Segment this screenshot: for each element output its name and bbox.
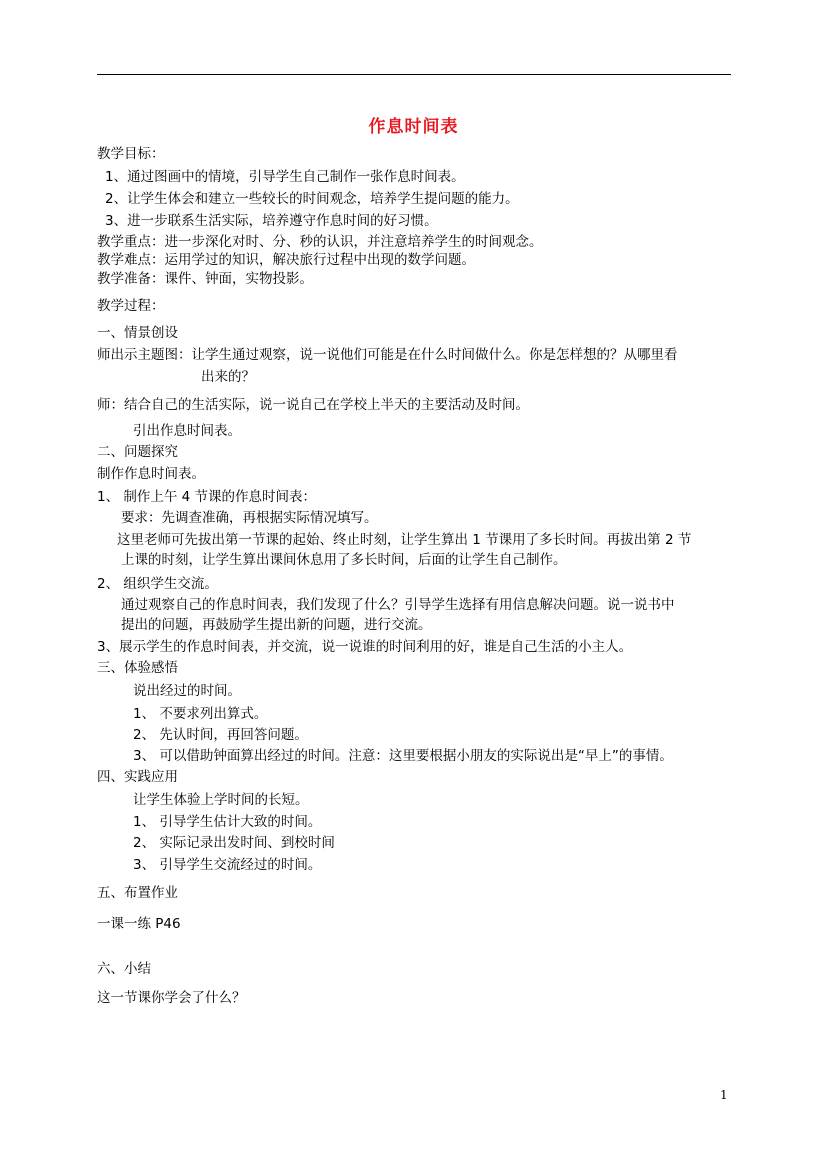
list-item: 2、 先认时间，再回答问题。 bbox=[133, 727, 308, 743]
text-line: 3、进一步联系生活实际，培养遵守作息时间的好习惯。 bbox=[105, 213, 438, 229]
text-line: 3、展示学生的作息时间表，并交流，说一说谁的时间利用的好，谁是自己生活的小主人。 bbox=[97, 639, 633, 655]
text-line: 上课的时刻，让学生算出课间休息用了多长时间，后面的让学生自己制作。 bbox=[121, 552, 567, 568]
text-line: 这一节课你学会了什么？ bbox=[97, 990, 246, 1006]
section-heading: 二、问题探究 bbox=[97, 444, 178, 460]
list-item: 1、 引导学生估计大致的时间。 bbox=[133, 814, 322, 830]
text-line: 这里老师可先拔出第一节课的起始、终止时刻，让学生算出 1 节课用了多长时间。再拔出第 2 节 bbox=[117, 532, 692, 548]
text-line: 教学重点：进一步深化对时、分、秒的认识，并注意培养学生的时间观念。 bbox=[97, 234, 543, 250]
text-line: 提出的问题，再鼓励学生提出新的问题，进行交流。 bbox=[121, 617, 432, 633]
document-title: 作息时间表 bbox=[368, 117, 459, 137]
text-line: 通过观察自己的作息时间表，我们发现了什么？引导学生选择有用信息解决问题。说一说书中 bbox=[121, 597, 675, 613]
section-heading: 一、情景创设 bbox=[97, 325, 178, 341]
text-line: 出来的？ bbox=[201, 369, 255, 385]
header-rule bbox=[97, 74, 731, 75]
section-heading: 五、布置作业 bbox=[97, 885, 178, 901]
text-line: 让学生体验上学时间的长短。 bbox=[133, 792, 309, 808]
text-line: 引出作息时间表。 bbox=[133, 423, 241, 439]
text-line: 1、通过图画中的情境，引导学生自己制作一张作息时间表。 bbox=[105, 169, 465, 185]
text-line: 2、 组织学生交流。 bbox=[97, 576, 218, 592]
list-item: 1、 不要求列出算式。 bbox=[133, 706, 268, 722]
text-line: 制作作息时间表。 bbox=[97, 466, 205, 482]
text-line: 师：结合自己的生活实际，说一说自己在学校上半天的主要活动及时间。 bbox=[97, 397, 529, 413]
text-line: 教学目标： bbox=[97, 146, 165, 162]
text-line: 教学过程： bbox=[97, 298, 165, 314]
text-line: 要求：先调查准确，再根据实际情况填写。 bbox=[121, 510, 378, 526]
list-item: 3、 引导学生交流经过的时间。 bbox=[133, 857, 322, 873]
section-heading: 六、小结 bbox=[97, 961, 151, 977]
text-line: 2、让学生体会和建立一些较长的时间观念，培养学生提问题的能力。 bbox=[105, 191, 519, 207]
text-line: 一课一练 P46 bbox=[97, 916, 181, 932]
text-line: 师出示主题图：让学生通过观察，说一说他们可能是在什么时间做什么。你是怎样想的？从哪里看 bbox=[97, 347, 678, 363]
section-heading: 三、体验感悟 bbox=[97, 660, 178, 676]
text-line: 教学难点：运用学过的知识，解决旅行过程中出现的数学问题。 bbox=[97, 252, 475, 268]
text-line: 教学准备：课件、钟面，实物投影。 bbox=[97, 271, 313, 287]
page-number: 1 bbox=[720, 1088, 728, 1102]
section-heading: 四、实践应用 bbox=[97, 769, 178, 785]
list-item: 2、 实际记录出发时间、到校时间 bbox=[133, 835, 335, 851]
text-line: 说出经过的时间。 bbox=[133, 683, 241, 699]
text-line: 1、 制作上午 4 节课的作息时间表： bbox=[97, 489, 317, 505]
list-item: 3、 可以借助钟面算出经过的时间。注意：这里要根据小朋友的实际说出是“早上”的事情。 bbox=[133, 748, 673, 764]
